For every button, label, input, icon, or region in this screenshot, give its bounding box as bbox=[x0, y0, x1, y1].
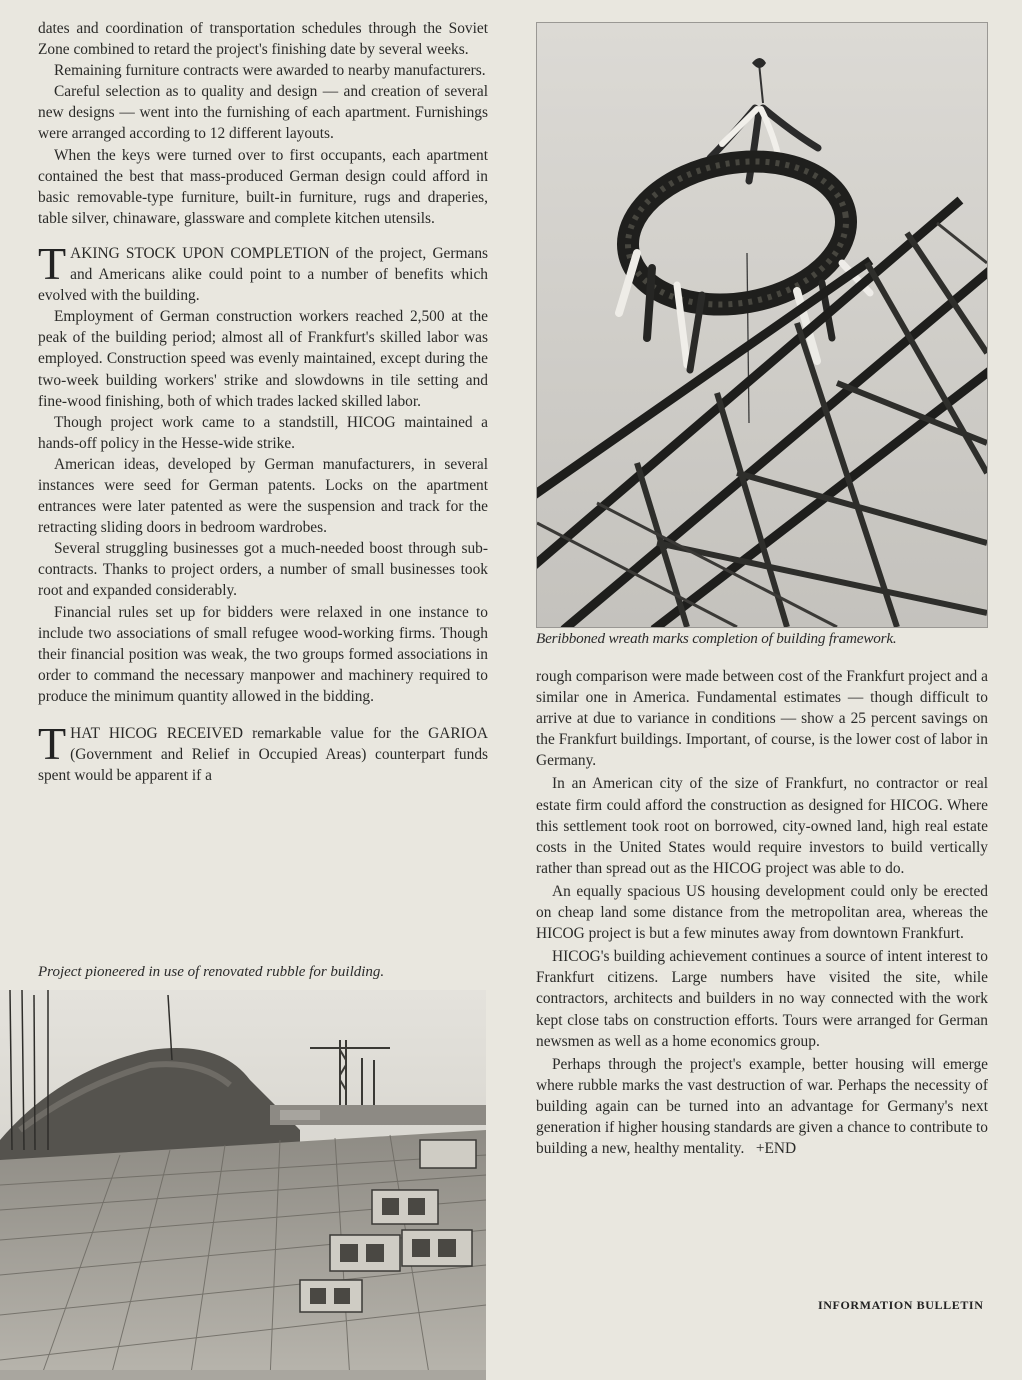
closing-paragraph-text: Perhaps through the project's example, better housing will emerge where rubble marks the vast destruction of war. Perhaps the necessity of building again can be turned into an advantage for Germany's next generation if higher housing standards are given a chance to contribute to building a new, healthy mentality. bbox=[536, 1055, 988, 1158]
paragraph bbox=[536, 1054, 988, 1159]
photo-rubble-blocks bbox=[0, 990, 486, 1380]
section-lead-in: HAT HICOG RECEIVED bbox=[70, 725, 243, 742]
drop-cap: T bbox=[38, 237, 67, 289]
paragraph: Careful selection as to quality and design — and creation of several new designs — went into the furnishing of each apartment. Furnishings were arranged according to 12 different layouts. bbox=[38, 83, 488, 143]
caption-wreath-photo: Beribboned wreath marks completion of building framework. bbox=[536, 630, 897, 647]
photo-wreath-framework bbox=[536, 22, 988, 628]
paragraph: Several struggling businesses got a much-needed boost through sub-contracts. Thanks to project orders, a number of small businesses took root and expanded considerably. bbox=[38, 540, 488, 600]
end-mark: +END bbox=[755, 1140, 797, 1158]
section-lead-in: AKING STOCK UPON COMPLETION bbox=[70, 244, 330, 262]
footer-publication-name: INFORMATION BULLETIN bbox=[818, 1298, 984, 1312]
paragraph: Employment of German construction workers reached 2,500 at the peak of the building period; almost all of Frankfurt's skilled labor was employed. Construction speed was evenly maintained, except during the two-week building workers' strike and slowdowns in tile setting and fine-wood finishing, both of which trades lacked skilled labor. bbox=[38, 308, 488, 410]
section-lead-text: remarkable value for the GARIOA (Government and Relief in Occupied Areas) counterpart funds spent would be apparent if a bbox=[38, 725, 488, 785]
paragraph: When the keys were turned over to first occupants, each apartment contained the best that mass-produced German design could afford in basic removable-type furniture, built-in furniture, rugs and draperies, table silver, chinaware, glassware and complete kitchen utensils. bbox=[38, 146, 488, 227]
paragraph: HICOG's building achievement continues a source of intent interest to Frankfurt citizens. Large numbers have visited the site, while contractors, architects and builders in no way connected with the work kept close tabs on construction efforts. Tours were arranged for German newsmen as well as a home economics group. bbox=[536, 948, 988, 1050]
paragraph: American ideas, developed by German manufacturers, in several instances were seed for German patents. Locks on the apartment entrances were later patented as were the suspension and track for the retracting sliding doors in bedroom wardrobes. bbox=[38, 455, 488, 537]
caption-rubble-photo: Project pioneered in use of renovated rubble for building. bbox=[38, 964, 385, 980]
paragraph: Though project work came to a standstill, HICOG maintained a hands-off policy in the Hesse-wide strike. bbox=[38, 413, 488, 452]
right-column bbox=[536, 666, 988, 1159]
section-lead-text: of the project, Germans and Americans alike could point to a number of benefits which evolved with the building. bbox=[38, 244, 489, 305]
section-taking-stock bbox=[38, 237, 489, 306]
paragraph: An equally spacious US housing development could only be erected on cheap land some distance from the metropolitan area, whereas the HICOG project is but a few minutes away from downtown Frankfurt. bbox=[536, 882, 988, 943]
left-column bbox=[38, 18, 488, 786]
paragraph: In an American city of the size of Frankfurt, no contractor or real estate firm could afford the construction as designed for HICOG. Where this settlement took root on borrowed, city-owned land, high real estate costs in the United States would require investors to build vertically rather than spread out as the HICOG project was able to do. bbox=[536, 775, 988, 877]
section-hicog-value bbox=[38, 718, 488, 786]
drop-cap: T bbox=[38, 718, 67, 769]
paragraph: Remaining furniture contracts were awarded to nearby manufacturers. bbox=[54, 62, 486, 80]
paragraph: rough comparison were made between cost of the Frankfurt project and a similar one in America. Fundamental estimates — though difficult to arrive at due to variance in conditions — show a 25 percent savings on the Frankfurt buildings. Important, of course, is the lower cost of labor in Germany. bbox=[536, 668, 988, 770]
paragraph: Financial rules set up for bidders were relaxed in one instance to include two associations of small refugee wood-working firms. Though their financial position was weak, the two groups formed associations in order to command the necessary manpower and machinery required to produce the minimum quantity allowed in the bidding. bbox=[38, 603, 488, 705]
paragraph: dates and coordination of transportation schedules through the Soviet Zone combined to retard the project's finishing date by several weeks. bbox=[38, 20, 488, 59]
